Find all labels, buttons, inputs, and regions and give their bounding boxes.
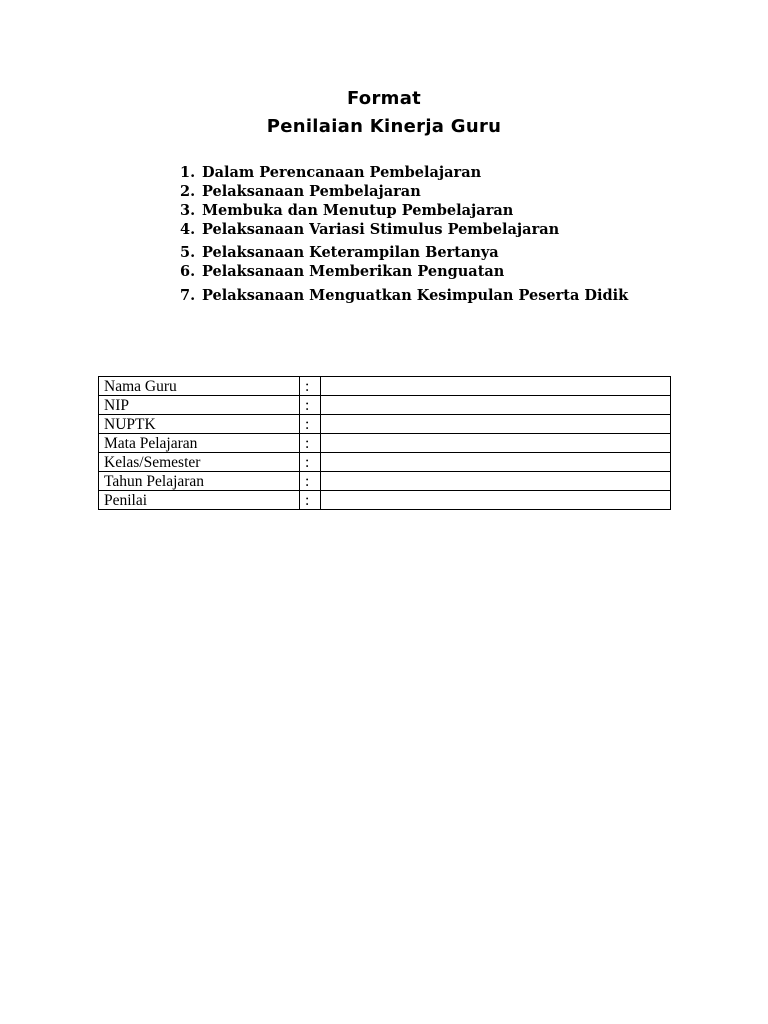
document-subtitle: Penilaian Kinerja Guru [266, 116, 502, 137]
field-separator: : [300, 415, 321, 434]
criteria-item [180, 243, 499, 262]
field-separator: : [300, 472, 321, 491]
field-separator: : [300, 396, 321, 415]
field-separator: : [300, 491, 321, 510]
table-row [99, 434, 671, 453]
table-row [99, 472, 671, 491]
criteria-number: 4. [180, 221, 196, 238]
field-separator: : [300, 377, 321, 396]
field-separator: : [300, 453, 321, 472]
field-value [321, 377, 671, 396]
field-value [321, 491, 671, 510]
table-row [99, 453, 671, 472]
criteria-text: Membuka dan Menutup Pembelajaran [202, 202, 514, 219]
criteria-number: 7. [180, 287, 196, 304]
criteria-item [180, 286, 628, 305]
field-label: NUPTK [99, 415, 300, 434]
field-value [321, 396, 671, 415]
table-row [99, 415, 671, 434]
field-label: NIP [99, 396, 300, 415]
criteria-number: 3. [180, 202, 196, 219]
criteria-number: 1. [180, 164, 196, 181]
criteria-text: Pelaksanaan Memberikan Penguatan [202, 263, 505, 280]
criteria-number: 5. [180, 244, 196, 261]
criteria-text: Pelaksanaan Pembelajaran [202, 183, 421, 200]
field-label: Tahun Pelajaran [99, 472, 300, 491]
table-row [99, 491, 671, 510]
criteria-item [180, 220, 559, 239]
criteria-text: Dalam Perencanaan Pembelajaran [202, 164, 482, 181]
teacher-info-table [98, 376, 671, 510]
criteria-text: Pelaksanaan Keterampilan Bertanya [202, 244, 499, 261]
criteria-number: 6. [180, 263, 196, 280]
criteria-number: 2. [180, 183, 196, 200]
field-separator: : [300, 434, 321, 453]
field-value [321, 472, 671, 491]
field-label: Kelas/Semester [99, 453, 300, 472]
field-label: Nama Guru [99, 377, 300, 396]
criteria-item [180, 262, 504, 281]
criteria-item [180, 182, 421, 201]
field-label: Mata Pelajaran [99, 434, 300, 453]
document-title: Format [346, 88, 422, 109]
criteria-text: Pelaksanaan Menguatkan Kesimpulan Peserta Didik [202, 287, 629, 304]
criteria-item [180, 163, 481, 182]
field-value [321, 415, 671, 434]
criteria-item [180, 201, 513, 220]
table-row [99, 377, 671, 396]
field-label: Penilai [99, 491, 300, 510]
criteria-text: Pelaksanaan Variasi Stimulus Pembelajaran [202, 221, 560, 238]
table-row [99, 396, 671, 415]
field-value [321, 434, 671, 453]
field-value [321, 453, 671, 472]
